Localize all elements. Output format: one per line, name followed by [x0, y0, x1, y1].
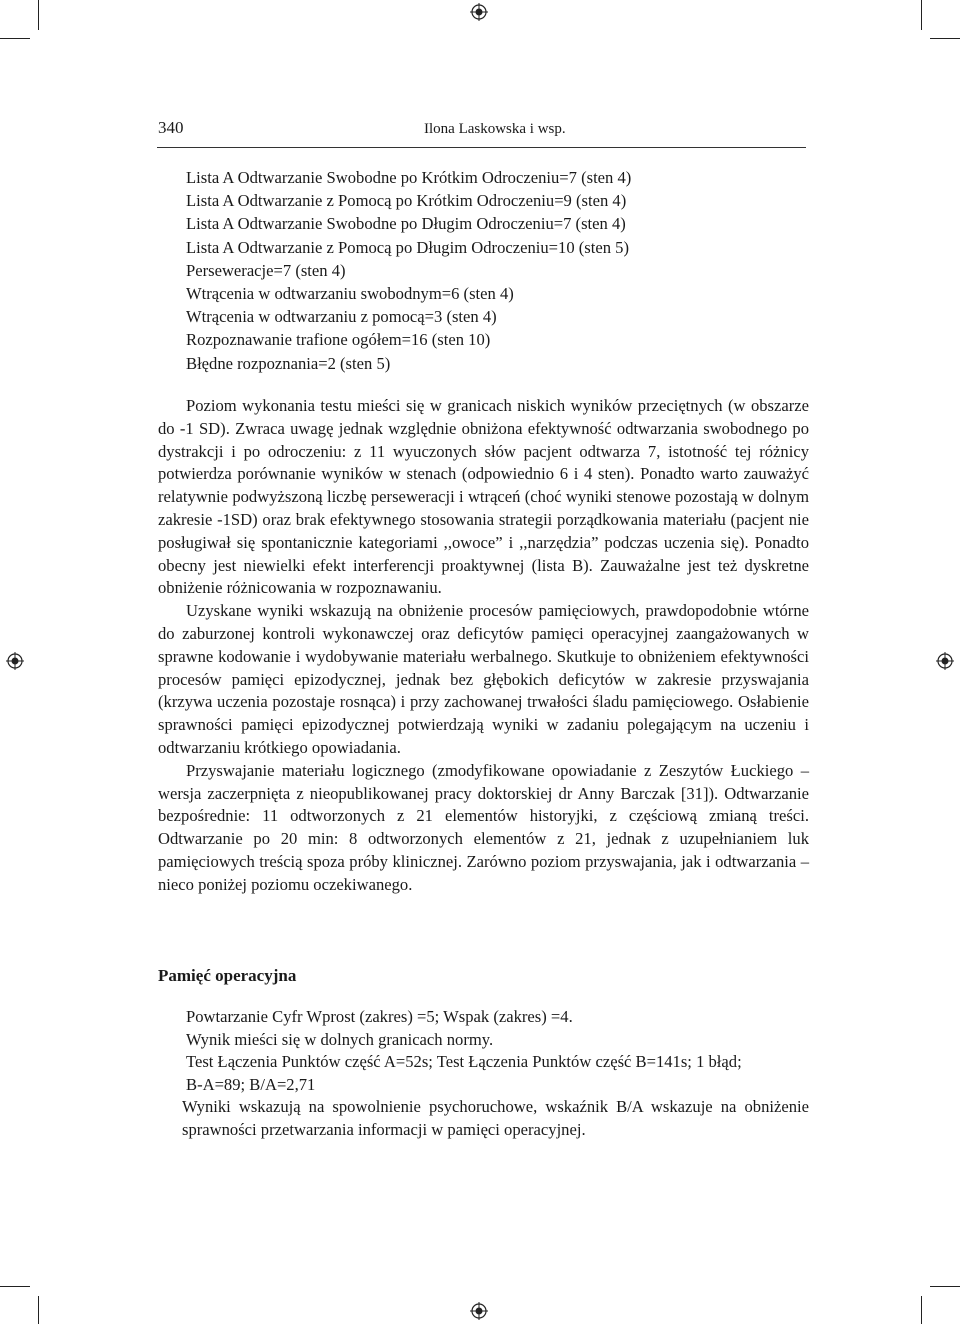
- list-item: Wtrącenia w odtwarzaniu z pomocą=3 (sten 4): [186, 307, 497, 327]
- list-item: Wynik mieści się w dolnych granicach normy.: [186, 1029, 494, 1049]
- paragraph: Przyswajanie materiału logicznego (zmodyfikowane opowiadanie z Zeszytów Łuckiego – wersja zaczerpnięta z nieopublikowanej pracy doktorskiej dr Anny Barczak [31]). Odtwarzanie bezpośrednie: 11 odtworzonych z 21 elementów historyjki, z częściową zmianą treści. Odtwarzanie po 20 min: 8 odtworzonych elementów z 21, jednak z uzupełnianiem luk pamięciowych treścią spoza próby klinicznej. Zarówno poziom przyswajania, jak i odtwarzania – nieco poniżej poziomu oczekiwanego.: [158, 760, 809, 894]
- results-list: [186, 166, 806, 375]
- crop-mark-top-left-h: [0, 38, 30, 39]
- section-heading: Pamięć operacyjna: [158, 966, 297, 985]
- paragraph: Uzyskane wyniki wskazują na obniżenie procesów pamięciowych, prawdopodobnie wtórne do zaburzonej kontroli wykonawczej oraz deficytów pamięci operacyjnej zaangażowanych w sprawne kodowanie i wydobywanie materiału werbalnego. Skutkuje to obniżeniem efektywności procesów pamięci epizodycznej, jednak bez głębokich deficytów w zakresie przyswajania (krzywa uczenia pozostaje rosnąca) i przy zachowanej trwałości śladu pamięciowego. Osłabienie sprawności pamięci epizodycznej potwierdzają wyniki w zadaniu polegającym na uczeniu i odtwarzaniu krótkiego opowiadania.: [158, 601, 809, 757]
- crop-mark-bottom-left-h: [0, 1286, 30, 1287]
- conclusion-paragraph: Wyniki wskazują na spowolnienie psychoruchowe, wskaźnik B/A wskazuje na obniżenie sprawności przetwarzania informacji w pamięci operacyjnej.: [182, 1097, 809, 1139]
- crop-mark-top-right-v: [921, 0, 922, 30]
- crop-mark-top-right-h: [930, 38, 960, 39]
- crop-mark-bottom-right-h: [930, 1286, 960, 1287]
- paragraph: Poziom wykonania testu mieści się w granicach niskich wyników przeciętnych (w obszarze do -1 SD). Zwraca uwagę jednak względnie obniżona efektywność odtwarzania swobodnego po dystrakcji i po odroczeniu: z 11 wyuczonych słów pacjent odtwarza 7, istotność tej różnicy potwierdza porównanie wyników w stenach (odpowiednio 6 i 4 sten). Ponadto warto zauważyć relatywnie podwyższoną liczbę perseweracji i wtrąceń (choć wyniki stenowe pozostają w dolnym zakresie -1SD) oraz brak efektywnego stosowania strategii porządkowania materiału (pacjent nie posługiwał się spontanicznie kategoriami ,,owoce” i ,,narzędzia” podczas uczenia się). Ponadto obecny jest niewielki efekt interferencji proaktywnej (lista B). Zauważalne jest też dyskretne obniżenie różnicowania w rozpoznawaniu.: [158, 396, 809, 598]
- list-item: B-A=89; B/A=2,71: [186, 1074, 316, 1094]
- registration-mark-icon: [470, 1302, 488, 1320]
- list-item: Lista A Odtwarzanie Swobodne po Krótkim Odroczeniu=7 (sten 4): [186, 168, 632, 187]
- working-memory-results: [182, 1006, 809, 1142]
- list-item: Powtarzanie Cyfr Wprost (zakres) =5; Wspak (zakres) =4.: [186, 1007, 573, 1026]
- header-rule: [157, 147, 806, 148]
- list-item: Lista A Odtwarzanie Swobodne po Długim Odroczeniu=7 (sten 4): [186, 214, 626, 234]
- list-item: Perseweracje=7 (sten 4): [186, 260, 346, 280]
- registration-mark-icon: [6, 652, 24, 670]
- list-item: Błędne rozpoznania=2 (sten 5): [186, 353, 391, 373]
- list-item: Rozpoznawanie trafione ogółem=16 (sten 10): [186, 330, 491, 350]
- list-item: Lista A Odtwarzanie z Pomocą po Krótkim Odroczeniu=9 (sten 4): [186, 191, 627, 211]
- body-text: [158, 395, 809, 897]
- list-item: Test Łączenia Punktów część A=52s; Test Łączenia Punktów część B=141s; 1 błąd;: [186, 1052, 742, 1072]
- page-number: 340: [158, 118, 184, 137]
- list-item: Wtrącenia w odtwarzaniu swobodnym=6 (sten 4): [186, 284, 514, 304]
- crop-mark-bottom-right-v: [921, 1296, 922, 1324]
- running-head: Ilona Laskowska i wsp.: [424, 121, 566, 137]
- registration-mark-icon: [936, 652, 954, 670]
- crop-mark-top-left-v: [38, 0, 39, 30]
- registration-mark-icon: [470, 3, 488, 21]
- crop-mark-bottom-left-v: [38, 1296, 39, 1324]
- list-item: Lista A Odtwarzanie z Pomocą po Długim Odroczeniu=10 (sten 5): [186, 237, 629, 257]
